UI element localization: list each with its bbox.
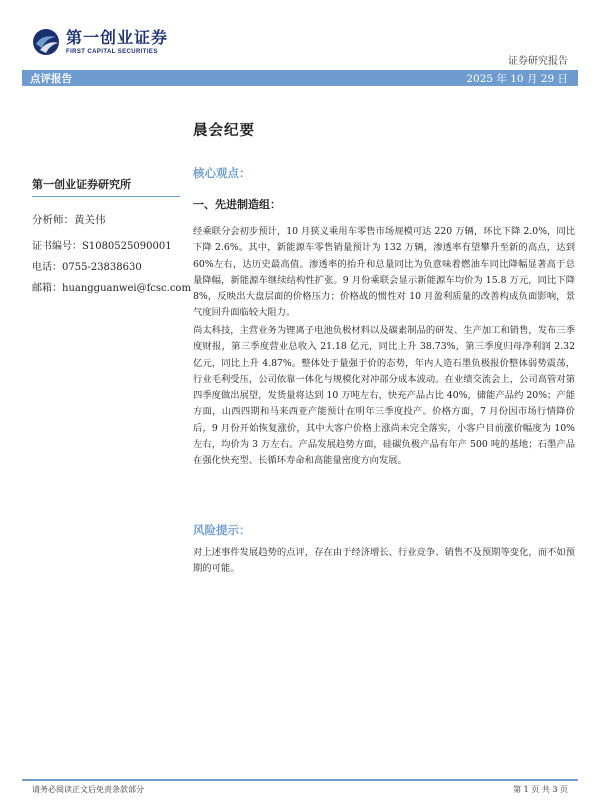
header-band	[22, 70, 578, 86]
risk-heading: 风险提示：	[193, 523, 251, 537]
institute-name: 第一创业证券研究所	[32, 178, 131, 191]
analyst-phone: 电话：0755-23838630	[32, 262, 142, 273]
analyst-certificate: 证书编号：S1080525090001	[32, 241, 172, 252]
report-category: 点评报告	[30, 73, 72, 85]
analyst-name: 分析师：黄关伟	[32, 214, 106, 226]
company-name-cn: 第一创业证券	[66, 27, 169, 47]
core-views-heading: 核心观点：	[193, 166, 251, 180]
paragraph-shangtai: 尚太科技，主营业务为锂离子电池负极材料以及碳素制品的研发、生产加工和销售，发布三季度财报，第三季度营业总收入 21.18 亿元，同比上升 38.73%，第三季度归母净利润 2.32 亿元，同比上升 4.87%。整体处于量强于价的态势，年内人造石墨负极报价整体弱势震荡，行业毛利受压，公司依靠一体化与规模化对冲部分成本波动。在业绩交流会上，公司高管对第四季度做出展望，发货量将达到 10 万吨左右，快充产品占比 40%，储能产品约 20%；产能方面，山西四期和马来西亚产能预计在明年三季度投产。价格方面，7 月份因市场行情降价后，9 月份开始恢复涨价，其中大客户价格上涨尚未完全落实，小客户目前涨价幅度为 10%左右，均价为 3 万左右。产品发展趋势方面，硅碳负极产品有年产 500 吨的基地；石墨产品在强化快充型、长循环寿命和高能量密度方向发展。	[193, 325, 575, 467]
page-header	[0, 0, 600, 70]
sidebar-divider	[32, 196, 180, 197]
report-date: 2025 年 10 月 29 日	[466, 73, 568, 85]
paragraph-auto-market: 经乘联分会初步预计，10 月狭义乘用车零售市场规模可达 220 万辆，环比下降 2.0%，同比下降 2.6%。其中，新能源车零售销量预计为 132 万辆，渗透率有望攀升至新的高点，达到 60%左右，达历史最高值。渗透率的抬升和总量同比为负意味着燃油车同比降幅显著高于总量降幅，新能源车继续结构性扩张。9 月份乘联会显示新能源车均价为 15.8 万元，同比下降 8%，反映出大盘层面的价格压力；价格战的惯性对 10 月盈利质量的改善构成负面影响，景气度回升面临较大阻力。	[193, 226, 575, 319]
paragraph-risk: 对上述事件发展趋势的点评，存在由于经济增长、行业竞争、销售不及预期等变化，而不如预期的可能。	[193, 547, 575, 575]
company-logo	[32, 28, 168, 56]
company-logo-icon	[32, 28, 60, 56]
author-sidebar	[32, 176, 191, 300]
advanced-manufacturing-heading: 一、先进制造组：	[193, 198, 281, 211]
analyst-email[interactable]: 邮箱：huangguanwei@fcsc.com	[32, 283, 191, 294]
page-number: 第 1 页 共 3 页	[513, 785, 568, 794]
page-title: 晨会纪要	[193, 122, 255, 139]
footer-disclaimer: 请务必阅读正文后免责条款部分	[32, 785, 144, 794]
report-type-label: 证券研究报告	[508, 56, 568, 67]
footer-divider	[22, 779, 578, 781]
company-name-en: FIRST CAPITAL SECURITIES	[66, 48, 158, 55]
